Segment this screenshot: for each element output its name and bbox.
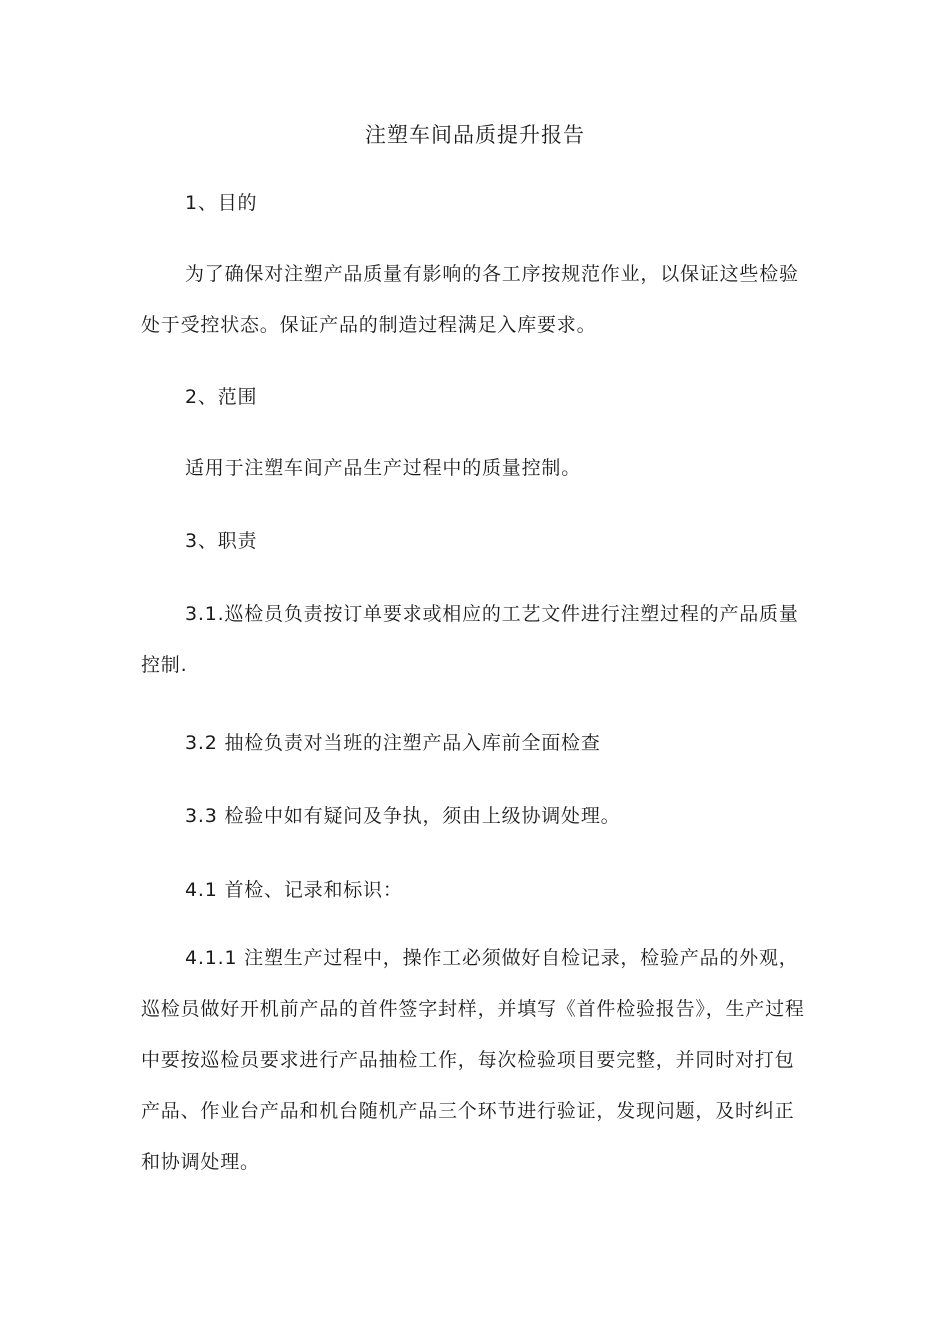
document-title: 注塑车间品质提升报告 <box>365 123 585 147</box>
section-2-heading: 2、范围 <box>185 386 258 408</box>
section-4-1-heading: 4.1 首检、记录和标识： <box>185 879 403 901</box>
section-4-1-1-paragraph: 4.1.1 注塑生产过程中，操作工必须做好自检记录，检验产品的外观，巡检员做好开机前产品的首件签字封样，并填写《首件检验报告》，生产过程中要按巡检员要求进行产品抽检工作，每次检验项目要完整，并同时对打包产品、作业台产品和机台随机产品三个环节进行验证，发现问题，及时纠正和协调处理。 <box>141 947 805 1173</box>
section-3-heading: 3、职责 <box>185 530 258 552</box>
section-2-body: 适用于注塑车间产品生产过程中的质量控制。 <box>185 457 582 479</box>
section-1-heading: 1、目的 <box>185 192 258 214</box>
section-3-3-paragraph: 3.3 检验中如有疑问及争执，须由上级协调处理。 <box>185 805 621 827</box>
section-3-2-paragraph: 3.2 抽检负责对当班的注塑产品入库前全面检查 <box>185 732 601 754</box>
section-1-body: 为了确保对注塑产品质量有影响的各工序按规范作业，以保证这些检验处于受控状态。保证产品的制造过程满足入库要求。 <box>141 263 799 336</box>
section-3-1-paragraph: 3.1.巡检员负责按订单要求或相应的工艺文件进行注塑过程的产品质量控制. <box>141 603 799 676</box>
